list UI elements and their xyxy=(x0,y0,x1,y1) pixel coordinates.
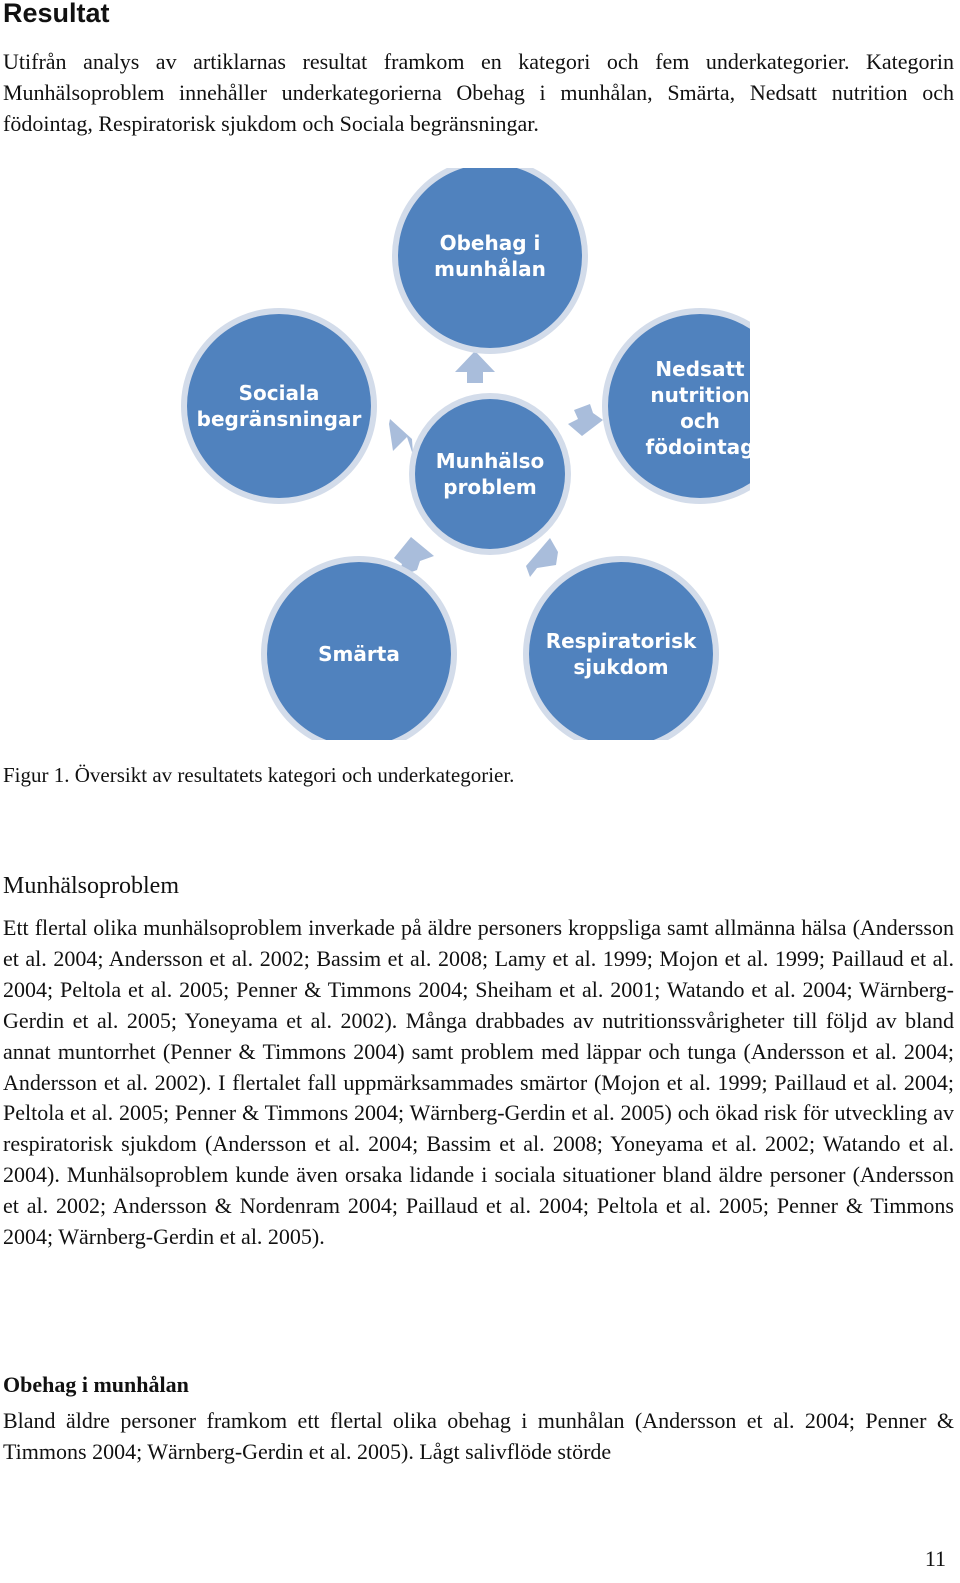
node-label-line: Nedsatt xyxy=(655,357,745,381)
intro-paragraph: Utifrån analys av artiklarnas resultat framkom en kategori och fem underkategorier. Kategorin Munhälsoproblem innehåller underkategorierna Obehag i munhålan, Smärta, Nedsatt nutrition och födointag, Respiratorisk sjukdom och Sociala begränsningar. xyxy=(3,49,954,136)
arrow-to-top xyxy=(455,351,495,383)
node-label-line: och xyxy=(680,409,720,433)
node-bottom-right xyxy=(523,556,719,740)
node-label-line: födointag xyxy=(645,435,750,459)
node-label-line: begränsningar xyxy=(196,407,362,431)
node-label-line: Munhälso xyxy=(435,449,545,473)
section-title: Resultat xyxy=(3,0,110,28)
node-label-line: Smärta xyxy=(318,642,400,666)
node-label-line: sjukdom xyxy=(573,655,669,679)
node-label-line: Sociala xyxy=(238,381,320,405)
subsection-paragraph: Ett flertal olika munhälsoproblem inverkade på äldre personers kroppsliga samt allmänna hälsa (Andersson et al. 2004; Andersson et al. 2002; Bassim et al. 2008; Lamy et al. 1999; Mojon et al. 1999; Paillaud et al. 2004; Peltola et al. 2005; Penner & Timmons 2004; Sheiham et al. 2001; Watando et al. 2004; Wärnberg-Gerdin et al. 2005; Yoneyama et al. 2002). Många drabbades av nutritionssvårigheter till följd av bland annat muntorrhet (Penner & Timmons 2004) samt problem med läppar och tunga (Andersson et al. 2004; Andersson et al. 2002). I flertalet fall uppmärksammades smärtor (Mojon et al. 1999; Paillaud et al. 2004; Peltola et al. 2005; Penner & Timmons 2004; Wärnberg-Gerdin et al. 2005) och ökad risk för utveckling av respiratorisk sjukdom (Andersson et al. 2004; Bassim et al. 2008; Yoneyama et al. 2002; Watando et al. 2004). Munhälsoproblem kunde även orsaka lidande i sociala situationer bland äldre personer (Andersson et al. 2002; Andersson & Nordenram 2004; Paillaud et al. 2004; Peltola et al. 2005; Penner & Timmons 2004; Wärnberg-Gerdin et al. 2005). xyxy=(3,915,954,1250)
node-left xyxy=(181,308,377,504)
node-label-line: Obehag i xyxy=(439,231,541,255)
page-number: 11 xyxy=(924,1546,946,1571)
category-diagram xyxy=(170,168,750,740)
node-right xyxy=(602,308,750,504)
sub-subsection-title: Obehag i munhålan xyxy=(3,1372,189,1397)
node-label-line: nutrition xyxy=(650,383,750,407)
node-label-line: problem xyxy=(443,475,537,499)
figure-caption: Figur 1. Översikt av resultatets kategori och underkategorier. xyxy=(3,763,515,787)
node-center xyxy=(409,393,571,555)
node-label-line: munhålan xyxy=(434,257,546,281)
arrow-to-left xyxy=(389,419,413,455)
node-label-line: Respiratorisk xyxy=(545,629,697,653)
node-top xyxy=(392,168,588,354)
subsection-title: Munhälsoproblem xyxy=(3,873,179,899)
sub-subsection-paragraph: Bland äldre personer framkom ett flertal olika obehag i munhålan (Andersson et al. 2004; Penner & Timmons 2004; Wärnberg-Gerdin et al. 2005). Lågt salivflöde störde xyxy=(3,1408,954,1464)
node-bottom-left xyxy=(261,556,457,740)
arrow-to-right xyxy=(568,404,603,436)
svg-text:Smärta xyxy=(318,642,400,666)
